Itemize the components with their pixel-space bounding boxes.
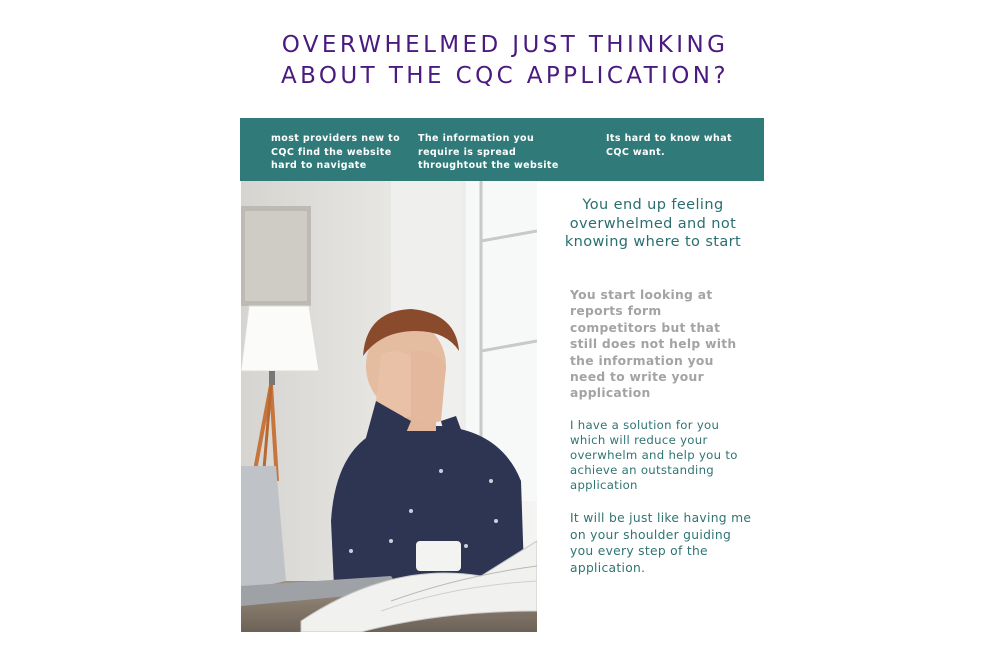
- pain-points-banner: [240, 118, 764, 181]
- guidance-paragraph: It will be just like having me on your shoulder guiding you every step of the application.: [570, 511, 752, 575]
- banner-point-cqc-expectations: Its hard to know what CQC want.: [606, 133, 732, 158]
- stressed-woman-photo: [241, 181, 537, 632]
- competitor-reports-paragraph: You start looking at reports form competitors but that still does not help with the information you need to write your application: [570, 288, 737, 401]
- banner-point-navigation: most providers new to CQC find the website hard to navigate: [271, 133, 401, 171]
- solution-paragraph: I have a solution for you which will reduce your overwhelm and help you to achieve an outstanding application: [570, 418, 738, 492]
- banner-point-spread-information: The information you require is spread throughtout the website: [418, 133, 559, 171]
- headline-line-1: OVERWHELMED JUST THINKING: [281, 32, 729, 58]
- headline-line-2: ABOUT THE CQC APPLICATION?: [281, 63, 729, 89]
- page-headline: [0, 30, 999, 92]
- overwhelm-subheading: You end up feeling overwhelmed and not knowing where to start: [564, 197, 742, 250]
